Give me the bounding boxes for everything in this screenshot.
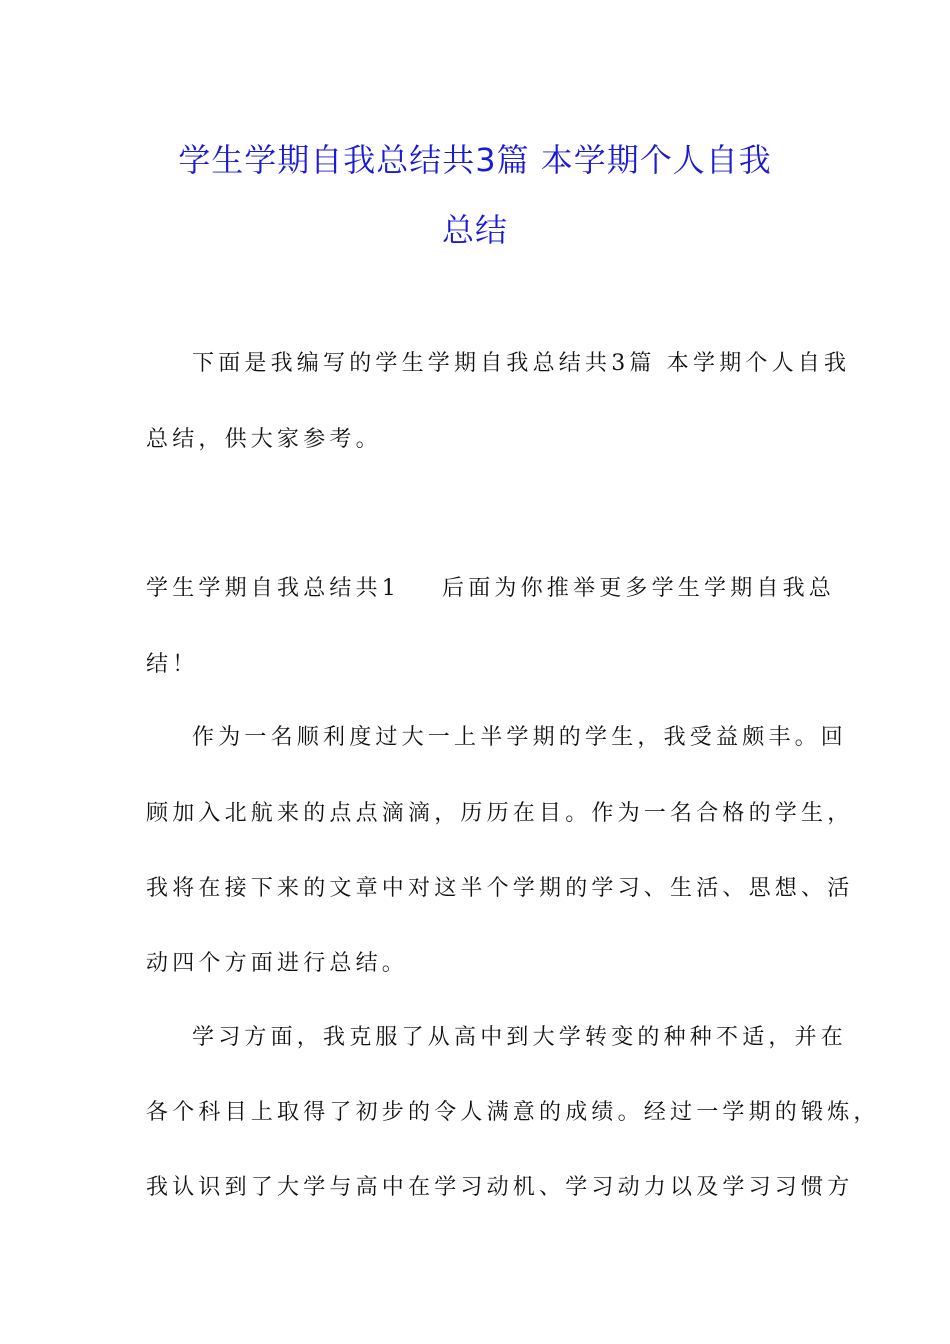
section-heading-tail: 后面为你推举更多学生学期自我总 <box>442 576 836 601</box>
paragraph-1-line-1: 作为一名顺利度过大一上半学期的学生，我受益颇丰。回 <box>192 725 848 750</box>
paragraph-2-line-1: 学习方面，我克服了从高中到大学转变的种种不适，并在 <box>192 1025 848 1050</box>
paragraph-2-line-3: 我认识到了大学与高中在学习动机、学习动力以及学习习惯方 <box>146 1175 854 1200</box>
paragraph-1-line-2: 顾加入北航来的点点滴滴，历历在目。作为一名合格的学生， <box>146 801 854 826</box>
section-heading-line-2: 结！ <box>146 652 199 677</box>
intro-line-1: 下面是我编写的学生学期自我总结共3篇 本学期个人自我 <box>192 351 851 376</box>
paragraph-1-line-4: 动四个方面进行总结。 <box>146 951 409 976</box>
section-heading <box>146 571 835 602</box>
document-title-line-1: 学生学期自我总结共3篇 本学期个人自我 <box>178 141 772 179</box>
paragraph-1-line-3: 我将在接下来的文章中对这半个学期的学习、生活、思想、活 <box>146 876 854 901</box>
section-heading-label: 学生学期自我总结共1 <box>146 576 400 601</box>
paragraph-2-line-2: 各个科目上取得了初步的令人满意的成绩。经过一学期的锻炼， <box>146 1100 880 1125</box>
document-title-line-2: 总结 <box>441 211 508 249</box>
intro-line-2: 总结，供大家参考。 <box>146 427 382 452</box>
